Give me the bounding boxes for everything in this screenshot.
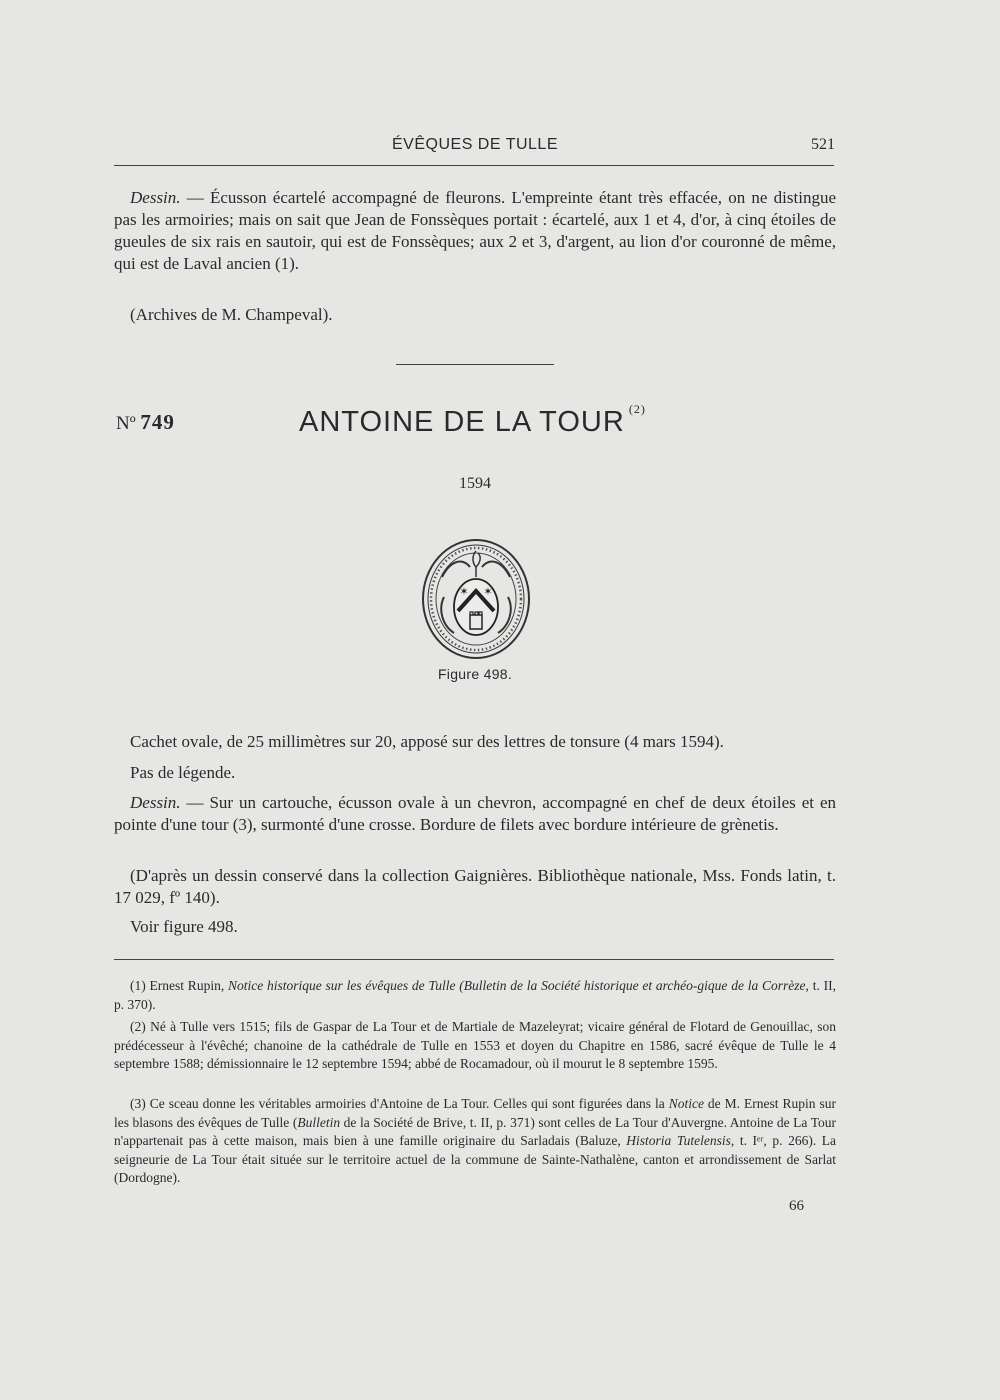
svg-text:✶: ✶ — [483, 585, 493, 598]
drawing-text: — Sur un cartouche, écusson ovale à un chevron, accompagné en chef de deux étoiles et en pointe d'une tour (3), surmonté d'une crosse. Bordure de filets avec bordure intérieure de grènetis. — [114, 793, 836, 834]
seal-figure — [420, 537, 532, 661]
dessin-label: Dessin. — [130, 188, 181, 207]
footnote-1 — [114, 977, 836, 1014]
footnote-1-author: (1) Ernest Rupin, — [130, 978, 228, 993]
footnote-3-part: de la Société de Brive, t. II, p. 371) sont celles de La Tour d'Auvergne. Antoine de La Tour n'appartenait pas à cette maison, mais bien à une famille originaire du Sarladais (Baluze, — [114, 1114, 836, 1148]
entry-number-prefix: Nº — [116, 413, 136, 434]
seal-description: Cachet ovale, de 25 millimètres sur 20, apposé sur des lettres de tonsure (4 mars 1594). — [130, 732, 724, 751]
dessin-label: Dessin. — [130, 793, 181, 812]
archives-source: (Archives de M. Champeval). — [130, 305, 333, 324]
entry-number — [116, 410, 175, 435]
footnote-rule — [114, 959, 834, 960]
entry-year: 1594 — [459, 475, 491, 492]
description-paragraph — [114, 187, 836, 275]
signature-mark: 66 — [789, 1198, 804, 1214]
footnote-3-part: , t. Iᵉʳ, p. 266). La seigneurie de La Tour était située sur le territoire actuel de la commune de Sainte-Nathalène, canton et arrondissement de Sarlat (Dordogne). — [114, 1133, 837, 1185]
running-title: ÉVÊQUES DE TULLE — [392, 136, 558, 153]
footnote-1-work: Notice historique sur les évêques de Tulle (Bulletin de la Société historique et archéo-gique de la Corrèze — [227, 978, 806, 993]
legend-note: Pas de légende. — [130, 763, 236, 782]
footnote-2: (2) Né à Tulle vers 1515; fils de Gaspar de La Tour et de Martiale de Mazeleyrat; vicaire général de Flotard de Genouillac, son prédécesseur à l'évêché; chanoine de la cathédrale de Tulle en 1553 et doyen du Chapitre en 1586, sacré évêque de Tulle le 4 septembre 1588; démissionnaire le 12 septembre 1594; abbé de Rocamadour, où il mourut le 8 septembre 1595. — [114, 1019, 836, 1071]
footnote-3-italic: Historia Tutelensis — [626, 1133, 731, 1148]
page-number: 521 — [811, 136, 835, 153]
running-header — [0, 136, 1000, 156]
footnote-3-part: (3) Ce sceau donne les véritables armoiries d'Antoine de La Tour. Celles qui sont figurées dans la — [130, 1096, 669, 1111]
entry-title-text: ANTOINE DE LA TOUR — [299, 406, 625, 438]
footnote-3-part: de M. Ernest Rupin sur les blasons des évêques de Tulle ( — [114, 1096, 836, 1130]
drawing-description — [114, 792, 836, 836]
description-text: — Écusson écartelé accompagné de fleurons. L'empreinte étant très effacée, on ne distingue pas les armoiries; mais on sait que Jean de Fonssèques portait : écartelé, aux 1 et 4, d'or, à cinq étoiles de gueules de six rais en sautoir, qui est de Fonssèques; aux 2 et 3, d'argent, au lion d'or couronné de même, qui est de Laval ancien (1). — [114, 188, 836, 273]
footnote-1-ref: , t. II, p. 370). — [114, 978, 836, 1012]
footnote-3 — [114, 1095, 836, 1188]
entry-number-value: 749 — [140, 410, 175, 434]
figure-caption: Figure 498. — [437, 666, 513, 682]
svg-text:✶: ✶ — [459, 585, 469, 598]
entry-title-note: (2) — [628, 402, 646, 416]
footnote-3-italic: Bulletin — [297, 1114, 341, 1130]
header-rule — [114, 165, 834, 166]
source-citation: (D'après un dessin conservé dans la collection Gaignières. Bibliothèque nationale, Mss. Fonds latin, t. 17 029, fº 140). — [114, 866, 836, 907]
figure-reference: Voir figure 498. — [130, 917, 238, 936]
footnote-3-italic: Notice — [668, 1096, 704, 1111]
section-divider — [396, 364, 554, 365]
entry-title — [299, 402, 646, 439]
